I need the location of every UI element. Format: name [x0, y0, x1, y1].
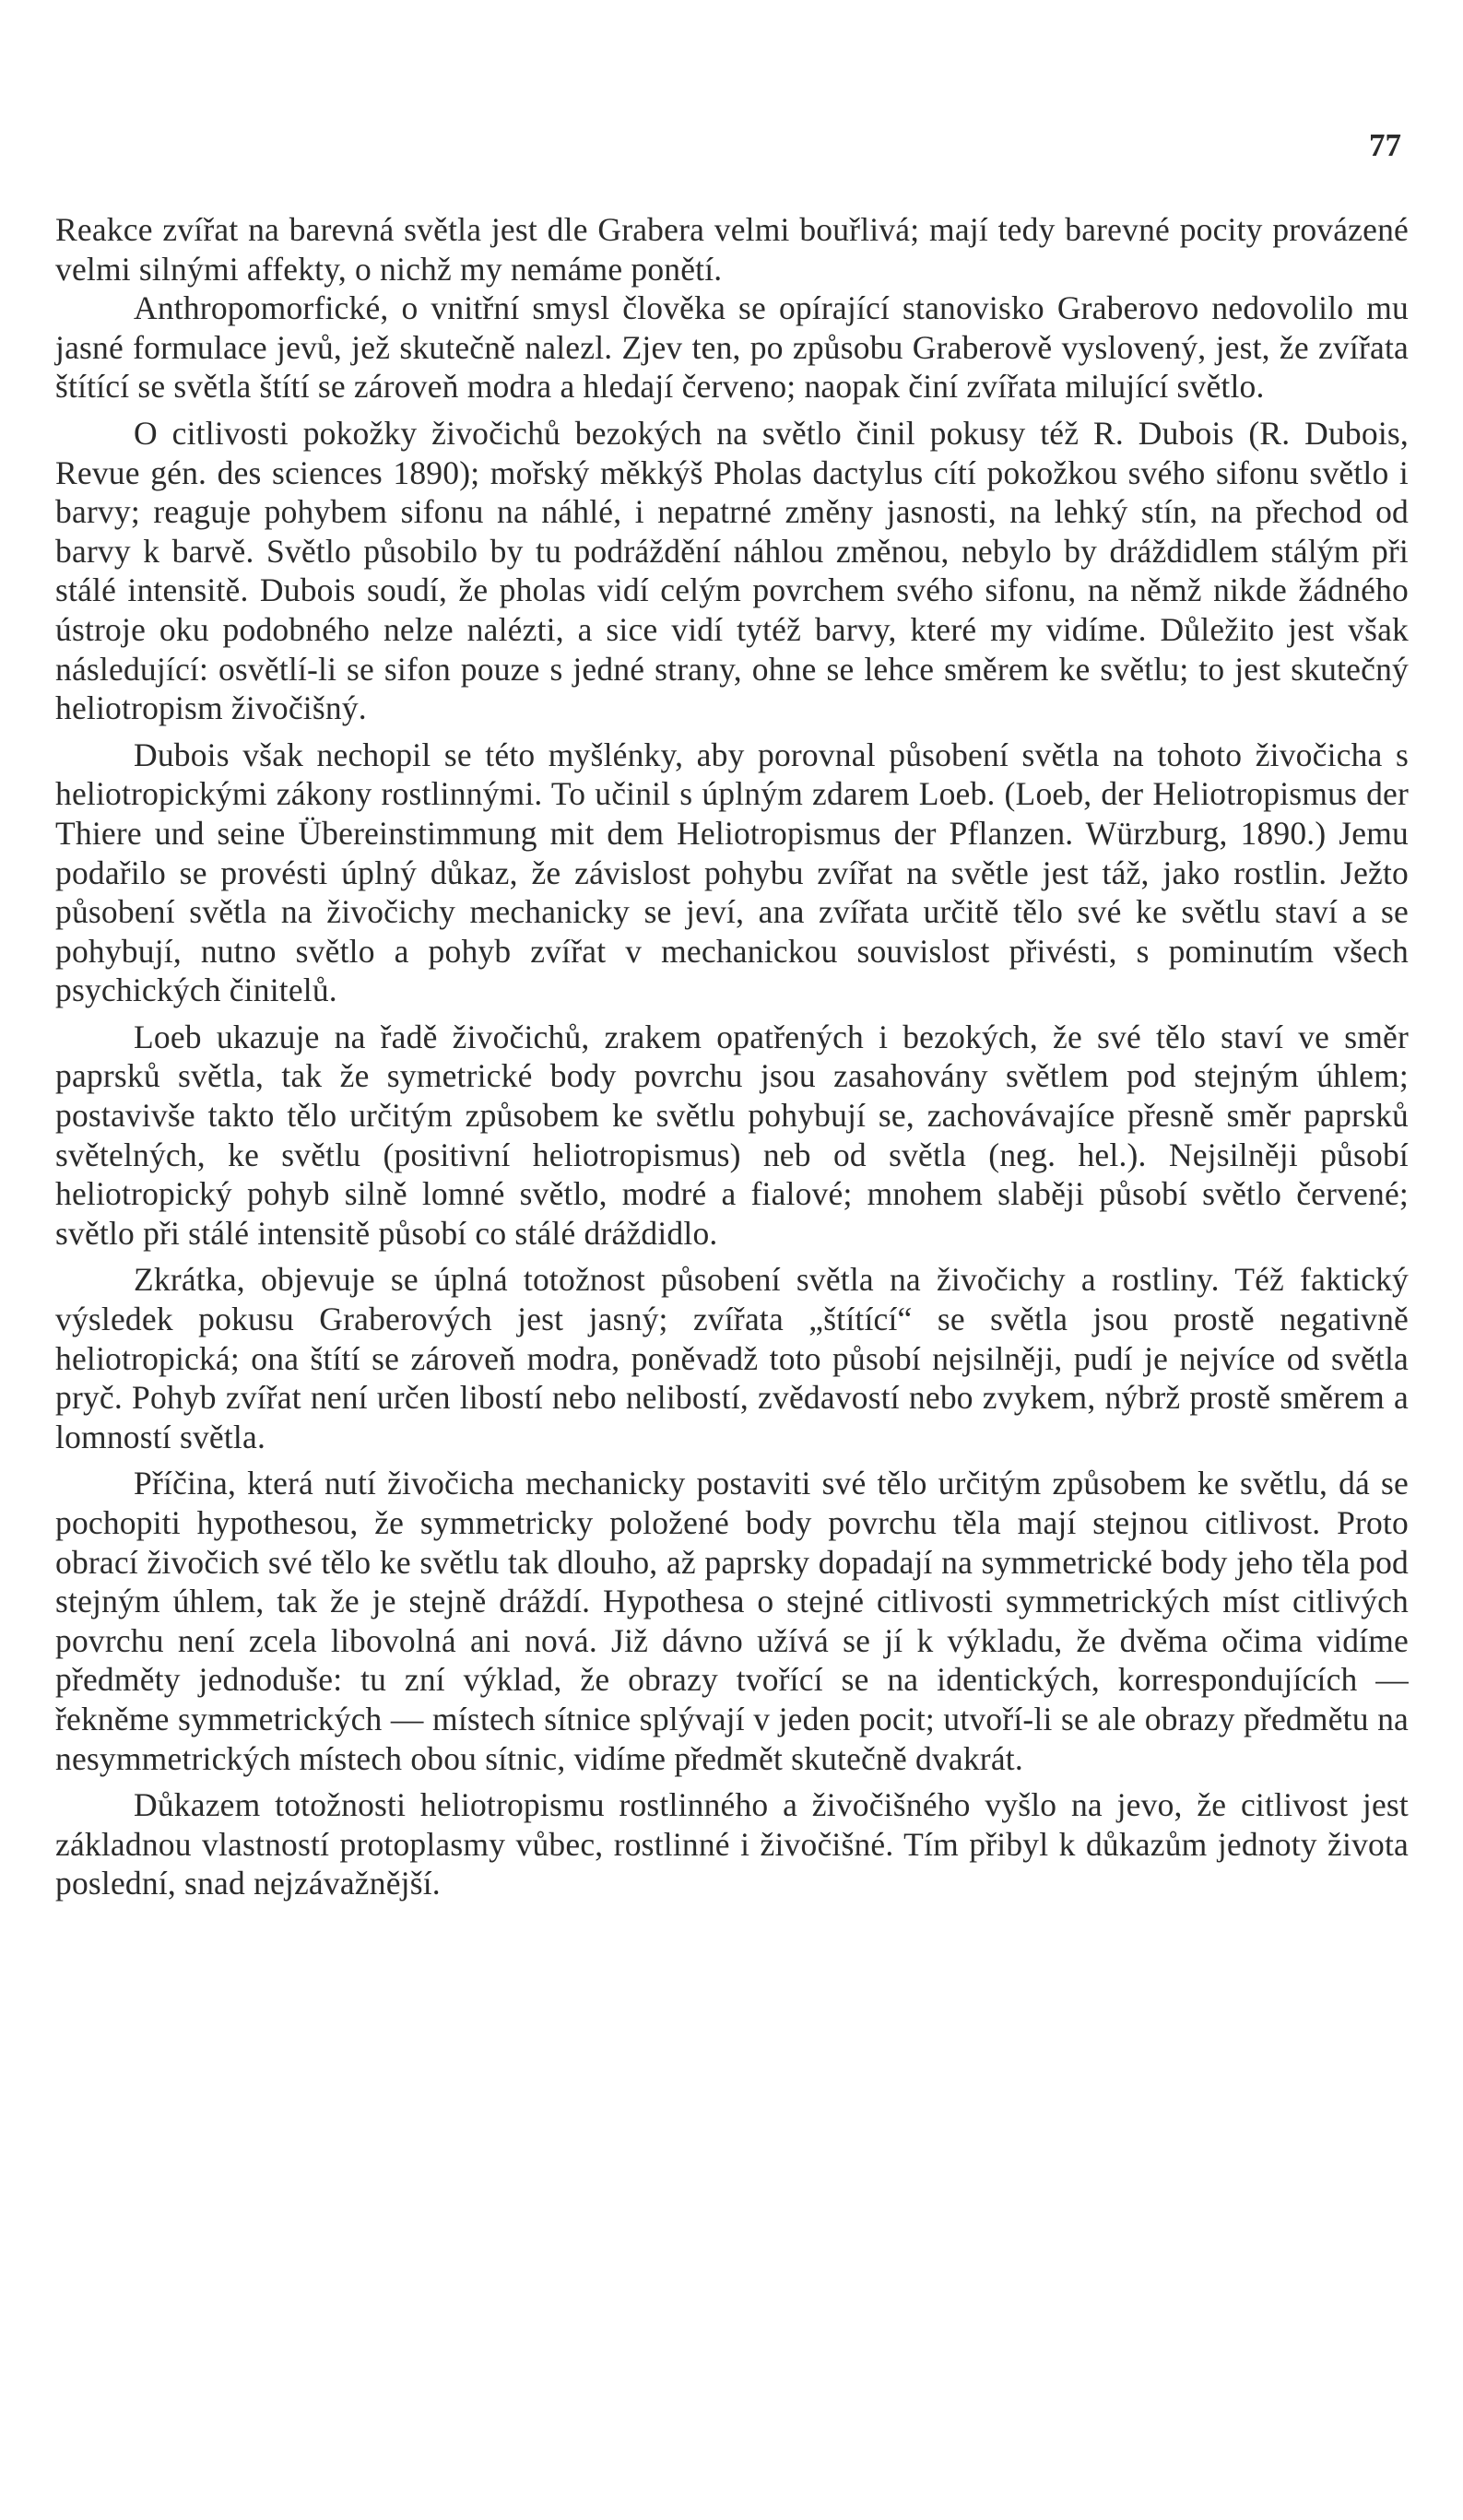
paragraph-2: Anthropomorfické, o vnitřní smysl člověka se opírající stanovisko Graberovo nedovolilo mu jasné formulace jevů, jež skutečně nalezl. Zjev ten, po způsobu Graberově vyslovený, jest, že zvířata štítící se světla štítí se zároveň modra a hledají červeno; naopak činí zvířata milující světlo. [55, 289, 1409, 406]
body-text [55, 210, 1409, 1903]
paragraph-8: Důkazem totožnosti heliotropismu rostlinného a živočišného vyšlo na jevo, že citlivost jest základnou vlastností protoplasmy vůbec, rostlinné i živočišné. Tím přibyl k důkazům jednoty života poslední, snad nejzávažnější. [55, 1786, 1409, 1902]
paragraph-7: Příčina, která nutí živočicha mechanicky postaviti své tělo určitým způsobem ke světlu, dá se pochopiti hypothesou, že symmetricky položené body povrchu těla mají stejnou citlivost. Proto obrací živočich své tělo ke světlu tak dlouho, až paprsky dopadají na symmetrické body jeho těla pod stejným úhlem, tak že je stejně dráždí. Hypothesa o stejné citlivosti symmetrických míst citlivých povrchu není zcela libovolná ani nová. Již dávno užívá se jí k výkladu, že dvěma očima vidíme předměty jednoduše: tu zní výklad, že obrazy tvořící se na identických, korrespondujících — řekněme symmetrických — místech sítnice splývají v jeden pocit; utvoří-li se ale obrazy předmětu na nesymmetrických místech obou sítnic, vidíme předmět skutečně dvakrát. [55, 1465, 1409, 1777]
paragraph-1: Reakce zvířat na barevná světla jest dle Grabera velmi bouřlivá; mají tedy barevné pocity provázené velmi silnými affekty, o nichž my nemáme ponětí. [55, 211, 1409, 288]
page-number: 77 [1369, 127, 1401, 163]
paragraph-6: Zkrátka, objevuje se úplná totožnost působení světla na živočichy a rostliny. Též faktický výsledek pokusu Graberových jest jasný; zvířata „štítící“ se světla jsou prostě negativně heliotropická; ona štítí se zároveň modra, poněvadž toto působí nejsilněji, pudí je nejvíce od světla pryč. Pohyb zvířat není určen libostí nebo nelibostí, zvědavostí nebo zvykem, nýbrž prostě směrem a lomností světla. [55, 1261, 1409, 1455]
paragraph-4: Dubois však nechopil se této myšlénky, aby porovnal působení světla na tohoto živočicha s heliotropickými zákony rostlinnými. To učinil s úplným zdarem Loeb. (Loeb, der Heliotropismus der Thiere und seine Übereinstimmung mit dem Heliotropismus der Pflanzen. Würzburg, 1890.) Jemu podařilo se provésti úplný důkaz, že závislost pohybu zvířat na světle jest táž, jako rostlin. Ježto působení světla na živočichy mechanicky se jeví, ana zvířata určitě tělo své ke světlu staví a se pohybují, nutno světlo a pohyb zvířat v mechanickou souvislost přivésti, s pominutím všech psychických činitelů. [55, 736, 1409, 1009]
paragraph-3: O citlivosti pokožky živočichů bezokých na světlo činil pokusy též R. Dubois (R. Dubois, Revue gén. des sciences 1890); mořský měkkýš Pholas dactylus cítí pokožkou svého sifonu světlo i barvy; reaguje pohybem sifonu na náhlé, i nepatrné změny jasnosti, na lehký stín, na přechod od barvy k barvě. Světlo působilo by tu podráždění náhlou změnou, nebylo by dráždidlem stálým při stálé intensitě. Dubois soudí, že pholas vidí celým povrchem svého sifonu, na němž nikde žádného ústroje oku podobného nelze nalézti, a sice vidí tytéž barvy, které my vidíme. Důležito jest však následující: osvětlí-li se sifon pouze s jedné strany, ohne se lehce směrem ke světlu; to jest skutečný heliotropism živočišný. [55, 414, 1409, 727]
paragraph-5: Loeb ukazuje na řadě živočichů, zrakem opatřených i bezokých, že své tělo staví ve směr paprsků světla, tak že symetrické body povrchu jsou zasahovány světlem pod stejným úhlem; postavivše takto tělo určitým způsobem ke světlu pohybují se, zachovávajíce přesně směr paprsků světelných, ke světlu (positivní heliotropismus) neb od světla (neg. hel.). Nejsilněji působí heliotropický pohyb silně lomné světlo, modré a fialové; mnohem slaběji působí světlo červené; světlo při stálé intensitě působí co stálé dráždidlo. [55, 1018, 1409, 1252]
